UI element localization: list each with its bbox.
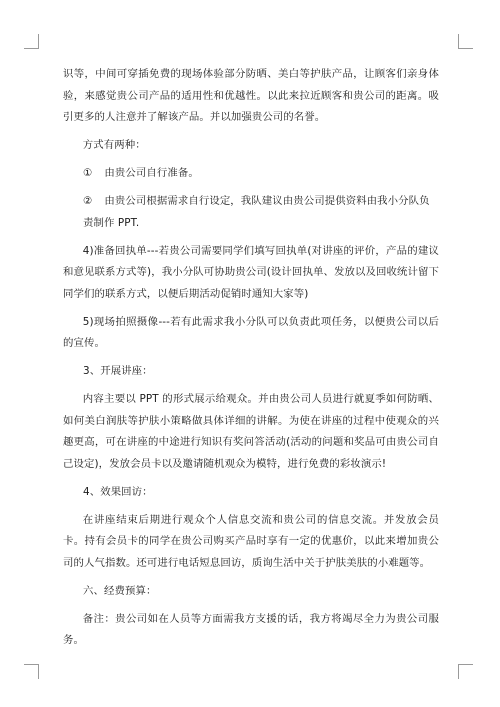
section-heading-3: 3、开展讲座：: [83, 365, 153, 377]
list-item-option-1: [63, 163, 439, 185]
paragraph-intro: 识等，中间可穿插免费的现场体验部分防晒、美白等护肤产品，让顾客们亲身体验，来感觉贵公司产品的适用性和优越性。以此来拉近顾客和贵公司的距离。吸引更多的人注意并了解该产品。并以加强贵公司的名誉。: [63, 68, 439, 123]
circled-number-2: ②: [83, 195, 93, 207]
crop-mark-top-right: [458, 34, 473, 49]
list-item-option-2: [63, 191, 439, 234]
section-heading-4: 4、效果回访：: [83, 485, 153, 498]
paragraph-lecture: 内容主要以 PPT 的形式展示给观众。并由贵公司人员进行就夏季如何防晒、如何美白润肤等护肤小策略做具体详细的讲解。为使在讲座的过程中使观众的兴趣更高，可在讲座的中途进行知识有奖问答活动(活动的问题和奖品可由贵公司自己设定)，发放会员卡以及邀请随机观众为模特，进行免费的彩妆演示!: [63, 393, 439, 470]
crop-mark-bottom-left: [24, 664, 39, 679]
list-item-text: 由贵公司自行准备。: [104, 167, 199, 179]
section-heading-6: 六、经费预算：: [83, 584, 157, 597]
paragraph-methods: 方式有两种：: [82, 139, 146, 151]
paragraph-receipt: 4)准备回执单---若贵公司需要同学们填写回执单(对讲座的评价，产品的建议和意见联系方式等)，我小分队可协助贵公司(设计回执单、发放以及回收统计留下同学们的联系方式，以便后期活动促销时通知大家等): [63, 244, 439, 300]
crop-mark-bottom-right: [458, 664, 473, 679]
paragraph-followup: 在讲座结束后期进行观众个人信息交流和贵公司的信息交流。并发放会员卡。持有会员卡的同学在贵公司购买产品时享有一定的优惠价，以此来增加贵公司的人气指数。还可进行电话短息回访，质询生活中关于护肤美肤的小难题等。: [63, 513, 439, 569]
document-body: [63, 64, 439, 658]
paragraph-note: 备注：贵公司如在人员等方面需我方支援的话，我方将竭尽全力为贵公司服务。: [63, 612, 439, 646]
list-item-text: 由贵公司根据需求自行设定，我队建议由贵公司提供资料由我小分队负责制作 PPT.: [83, 195, 430, 229]
circled-number-1: ①: [83, 167, 93, 179]
crop-mark-top-left: [24, 34, 39, 49]
paragraph-photography: 5)现场拍照摄像---若有此需求我小分队可以负责此项任务，以便贵公司以后的宣传。: [63, 315, 439, 349]
